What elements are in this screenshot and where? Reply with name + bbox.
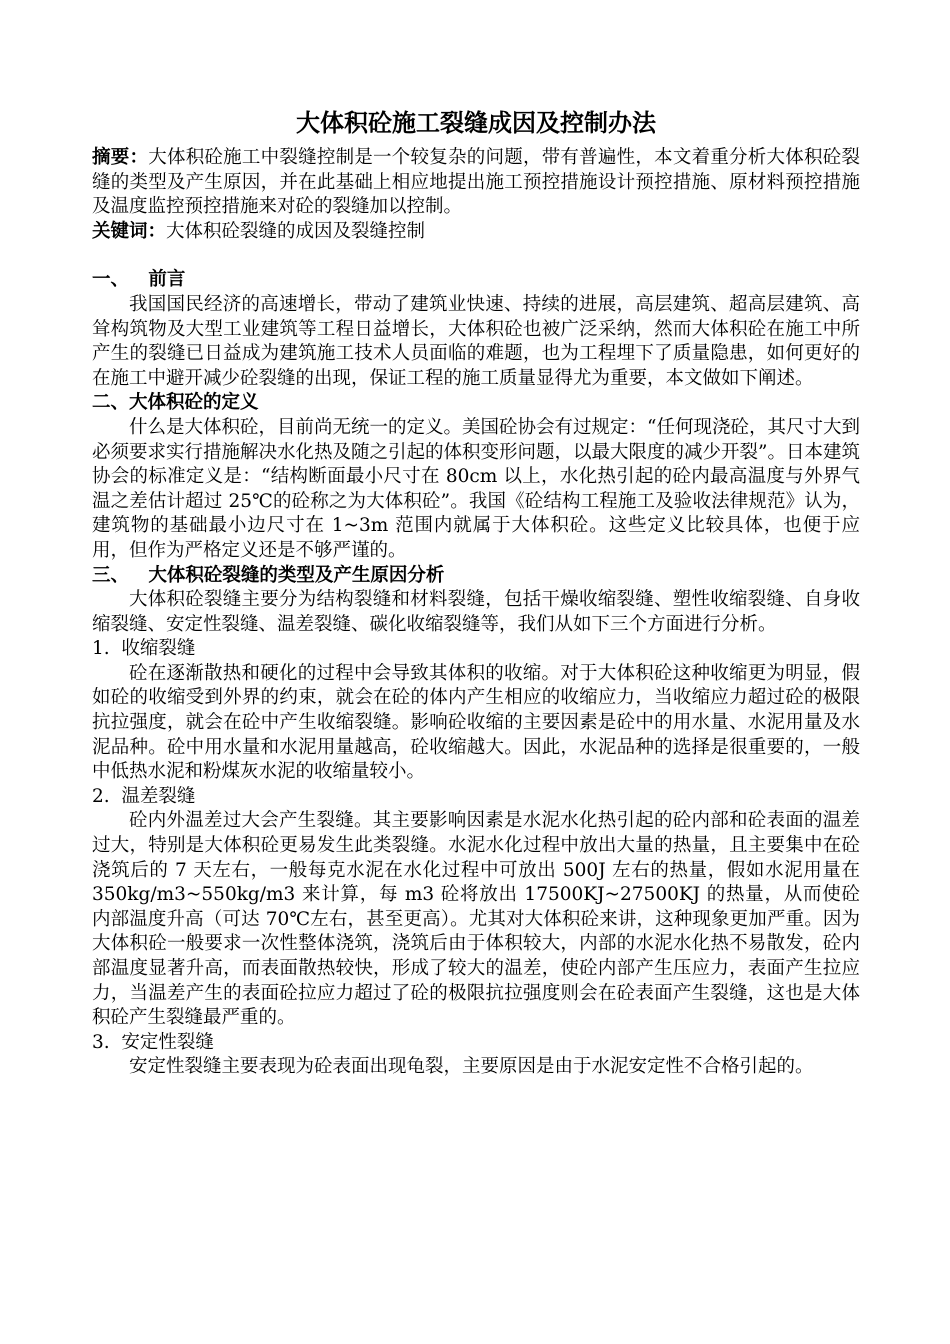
subsection-heading-stability: 3. 安定性裂缝 — [92, 1031, 214, 1053]
abstract-label: 摘要： — [92, 147, 149, 168]
section-heading-crack-types: 三、 大体积砼裂缝的类型及产生原因分析 — [92, 564, 445, 586]
subsection-heading-shrinkage: 1. 收缩裂缝 — [92, 638, 196, 660]
subsection-paragraph-temperature: 砼内外温差过大会产生裂缝。其主要影响因素是水泥水化热引起的砼内部和砼表面的温差过大，特别是大体积砼更易发生此类裂缝。水泥水化过程中放出大量的热量，且主要集中在砼浇筑后的 7 天左右，一般每克水泥在水化过程中可放出 500J 左右的热量，假如水泥用量在 350kg/m3~550kg/m3 来计算，每 m3 砼将放出 17500KJ~27500KJ 的热量，从而使砼内部温度升高（可达 70℃左右，甚至更高）。尤其对大体积砼来讲，这种现象更加严重。因为大体积砼一般要求一次性整体浇筑，浇筑后由于体积较大，内部的水泥水化热不易散发，砼内部温度显著升高，而表面散热较快，形成了较大的温差，使砼内部产生压应力，表面产生拉应力，当温差产生的表面砼拉应力超过了砼的极限抗拉强度则会在砼表面产生裂缝，这也是大体积砼产生裂缝最严重的。 — [92, 810, 860, 1029]
section-paragraph-preface: 我国国民经济的高速增长，带动了建筑业快速、持续的进展，高层建筑、超高层建筑、高耸构筑物及大型工业建筑等工程日益增长，大体积砼也被广泛采纳，然而大体积砼在施工中所产生的裂缝已日益成为建筑施工技术人员面临的难题，也为工程埋下了质量隐患，如何更好的在施工中避开减少砼裂缝的出现，保证工程的施工质量显得尤为重要，本文做如下阐述。 — [92, 293, 860, 389]
section-paragraph-definition: 什么是大体积砼，目前尚无统一的定义。美国砼协会有过规定：“任何现浇砼，其尺寸大到必须要求实行措施解决水化热及随之引起的体积变形问题，以最大限度的减少开裂”。日本建筑协会的标准定义是：“结构断面最小尺寸在 80cm 以上，水化热引起的砼内最高温度与外界气温之差估计超过 25℃的砼称之为大体积砼”。我国《砼结构工程施工及验收法律规范》认为，建筑物的基础最小边尺寸在 1~3m 范围内就属于大体积砼。这些定义比较具体，也便于应用，但作为严格定义还是不够严谨的。 — [92, 416, 860, 561]
keywords-text: 大体积砼裂缝的成因及裂缝控制 — [166, 220, 426, 242]
section-paragraph-crack-types: 大体积砼裂缝主要分为结构裂缝和材料裂缝，包括干燥收缩裂缝、塑性收缩裂缝、自身收缩裂缝、安定性裂缝、温差裂缝、碳化收缩裂缝等，我们从如下三个方面进行分析。 — [92, 589, 860, 635]
keywords-label: 关键词： — [92, 220, 167, 242]
abstract-paragraph — [92, 146, 860, 220]
document-page — [92, 108, 860, 1080]
section-heading-preface: 一、 前言 — [92, 269, 186, 291]
document-title: 大体积砼施工裂缝成因及控制办法 — [296, 109, 656, 137]
blank-line — [92, 244, 860, 268]
subsection-paragraph-stability: 安定性裂缝主要表现为砼表面出现龟裂，主要原因是由于水泥安定性不合格引起的。 — [129, 1056, 814, 1078]
subsection-heading-temperature: 2. 温差裂缝 — [92, 785, 196, 807]
keywords-paragraph — [92, 220, 860, 245]
section-heading-definition: 二、大体积砼的定义 — [92, 392, 259, 414]
abstract-text: 大体积砼施工中裂缝控制是一个较复杂的问题，带有普遍性，本文着重分析大体积砼裂缝的类型及产生原因，并在此基础上相应地提出施工预控措施设计预控措施、原材料预控措施及温度监控预控措施来对砼的裂缝加以控制。 — [92, 147, 860, 218]
subsection-paragraph-shrinkage: 砼在逐渐散热和硬化的过程中会导致其体积的收缩。对于大体积砼这种收缩更为明显，假如砼的收缩受到外界的约束，就会在砼的体内产生相应的收缩应力，当收缩应力超过砼的极限抗拉强度，就会在砼中产生收缩裂缝。影响砼收缩的主要因素是砼中的用水量、水泥用量及水泥品种。砼中用水量和水泥用量越高，砼收缩越大。因此，水泥品种的选择是很重要的，一般中低热水泥和粉煤灰水泥的收缩量较小。 — [92, 662, 860, 783]
